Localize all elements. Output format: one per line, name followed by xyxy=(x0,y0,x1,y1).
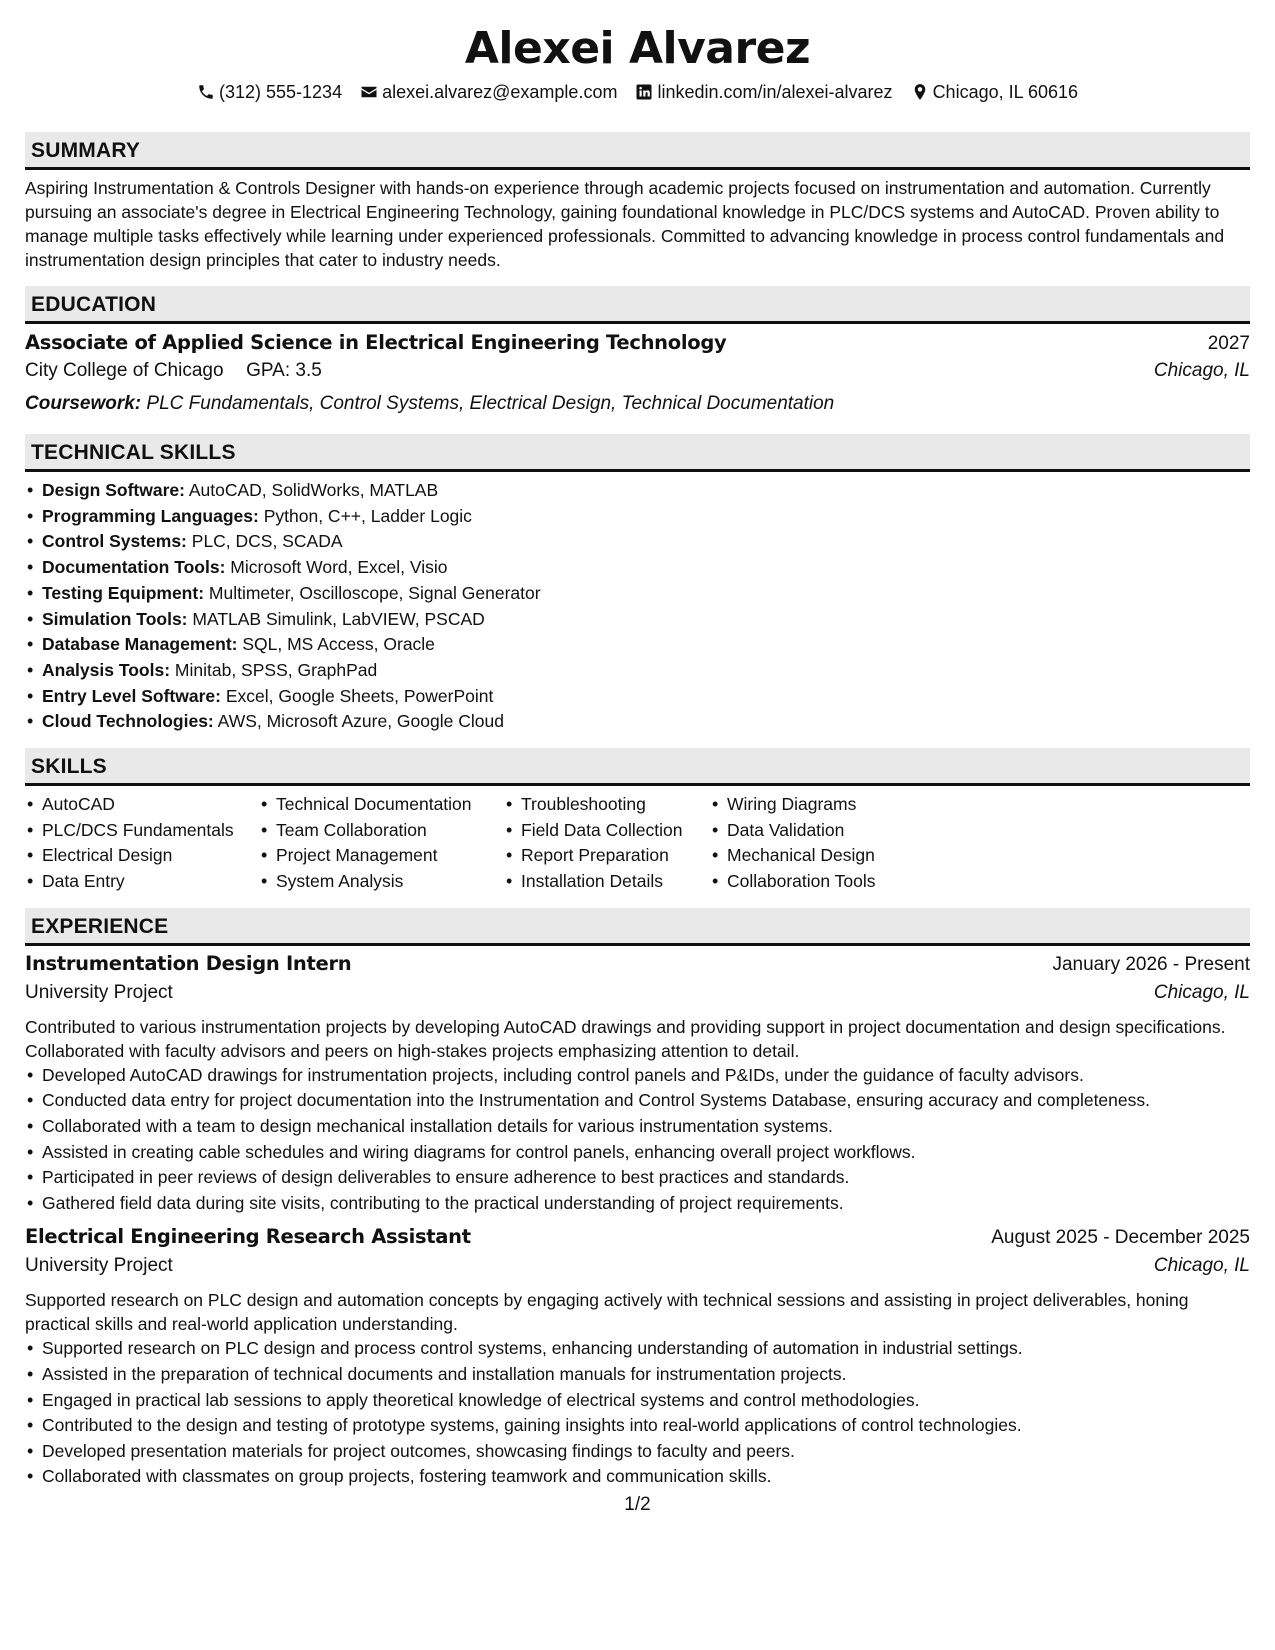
linkedin-text: linkedin.com/in/alexei-alvarez xyxy=(657,81,893,102)
section-heading-technical-skills: TECHNICAL SKILLS xyxy=(25,434,1250,472)
list-item xyxy=(25,478,1250,504)
list-item: • Supported research on PLC design and process control systems, enhancing understanding of automation in industrial settings. xyxy=(25,1336,1250,1362)
school-location: Chicago, IL xyxy=(1153,360,1250,381)
list-item: • Mechanical Design xyxy=(710,843,940,869)
contact-location xyxy=(911,82,1078,103)
school-name: City College of Chicago xyxy=(25,360,224,381)
job-title-row xyxy=(25,952,1250,982)
skills-column-4 xyxy=(710,792,940,895)
skill-label: Programming Languages: xyxy=(42,505,259,526)
list-item: • Contributed to the design and testing of prototype systems, gaining insights into real-world applications of control technologies. xyxy=(25,1413,1250,1439)
job-location: Chicago, IL xyxy=(1153,1255,1250,1277)
skill-value: AutoCAD, SolidWorks, MATLAB xyxy=(188,480,439,500)
list-item: • Report Preparation xyxy=(504,843,710,869)
coursework-list: PLC Fundamentals, Control Systems, Electrical Design, Technical Documentation xyxy=(146,393,835,414)
job-entry xyxy=(25,1225,1250,1490)
job-org-row xyxy=(25,982,1250,1010)
coursework-label: Coursework: xyxy=(25,393,142,414)
skill-value: Minitab, SPSS, GraphPad xyxy=(174,659,378,680)
list-item: • Project Management xyxy=(259,843,504,869)
job-dates: August 2025 - December 2025 xyxy=(991,1227,1250,1249)
candidate-name: Alexei Alvarez xyxy=(464,23,811,74)
list-item xyxy=(25,684,1250,710)
linkedin-icon xyxy=(635,83,653,101)
skill-label: Control Systems: xyxy=(42,531,187,552)
skill-label: Testing Equipment: xyxy=(42,582,205,603)
degree-title: Associate of Applied Science in Electrical Engineering Technology xyxy=(25,331,727,354)
list-item: • Wiring Diagrams xyxy=(710,792,940,818)
list-item: • System Analysis xyxy=(259,869,504,895)
education-school-row xyxy=(25,360,1250,389)
gpa: GPA: 3.5 xyxy=(246,360,322,381)
list-item: • Collaboration Tools xyxy=(710,869,940,895)
contact-linkedin[interactable] xyxy=(635,82,892,103)
skill-value: MATLAB Simulink, LabVIEW, PSCAD xyxy=(192,608,485,629)
list-item: • Collaborated with classmates on group projects, fostering teamwork and communication skills. xyxy=(25,1464,1250,1490)
job-bullets xyxy=(25,1063,1250,1217)
summary-text: Aspiring Instrumentation & Controls Designer with hands-on experience through academic projects focused on instrumentation and automation. Currently pursuing an associate's degree in Electrical Engineering Technology, gaining foundational knowledge in PLC/DCS systems and AutoCAD. Proven ability to manage multiple tasks effectively while learning under experienced professionals. Committed to advancing knowledge in process control fundamentals and instrumentation design principles that cater to industry needs. xyxy=(25,178,1225,270)
page-number: 1/2 xyxy=(624,1494,651,1515)
list-item: • Engaged in practical lab sessions to apply theoretical knowledge of electrical systems and control methodologies. xyxy=(25,1388,1250,1414)
list-item: • Field Data Collection xyxy=(504,818,710,844)
job-bullets xyxy=(25,1336,1250,1490)
list-item xyxy=(25,581,1250,607)
list-item: • Electrical Design xyxy=(25,843,259,869)
list-item: • Assisted in creating cable schedules and wiring diagrams for control panels, enhancing overall project workflows. xyxy=(25,1140,1250,1166)
list-item: • PLC/DCS Fundamentals xyxy=(25,818,259,844)
section-heading-education: EDUCATION xyxy=(25,286,1250,324)
job-dates: January 2026 - Present xyxy=(1052,953,1250,975)
phone-icon xyxy=(197,83,215,101)
list-item xyxy=(25,709,1250,735)
skill-value: AWS, Microsoft Azure, Google Cloud xyxy=(217,711,504,732)
summary-section xyxy=(25,132,1250,272)
job-title: Electrical Engineering Research Assistant xyxy=(25,1225,471,1249)
skill-label: Design Software: xyxy=(42,480,185,500)
skill-value: Multimeter, Oscilloscope, Signal Generator xyxy=(208,582,541,603)
contact-phone[interactable] xyxy=(197,82,342,103)
job-title-row xyxy=(25,1225,1250,1255)
technical-skills-list xyxy=(25,478,1250,735)
list-item: • Installation Details xyxy=(504,869,710,895)
list-item xyxy=(25,607,1250,633)
list-item: • Technical Documentation xyxy=(259,792,504,818)
skills-column-3 xyxy=(504,792,710,895)
skill-label: Cloud Technologies: xyxy=(42,711,214,732)
list-item: • Gathered field data during site visits, contributing to the practical understanding of project requirements. xyxy=(25,1191,1250,1217)
envelope-icon xyxy=(360,83,378,101)
list-item xyxy=(25,632,1250,658)
list-item: • Data Validation xyxy=(710,818,940,844)
skill-label: Entry Level Software: xyxy=(42,685,221,706)
experience-section xyxy=(25,908,1250,1490)
location-text: Chicago, IL 60616 xyxy=(932,81,1079,102)
skill-label: Simulation Tools: xyxy=(42,608,188,629)
list-item: • Team Collaboration xyxy=(259,818,504,844)
skill-label: Analysis Tools: xyxy=(42,659,171,680)
list-item: • Collaborated with a team to design mechanical installation details for various instrumentation systems. xyxy=(25,1114,1250,1140)
job-org: University Project xyxy=(25,981,173,1003)
section-heading-experience: EXPERIENCE xyxy=(25,908,1250,946)
job-org-row xyxy=(25,1255,1250,1283)
phone-text: (312) 555-1234 xyxy=(218,81,343,102)
job-org: University Project xyxy=(25,1255,173,1277)
list-item: • Troubleshooting xyxy=(504,792,710,818)
skill-label: Documentation Tools: xyxy=(42,557,226,578)
email-text: alexei.alvarez@example.com xyxy=(382,81,618,102)
skills-section xyxy=(25,748,1250,895)
job-description: Supported research on PLC design and automation concepts by engaging actively with technical sessions and assisting in project deliverables, honing practical skills and real-world application understanding. xyxy=(25,1290,1189,1335)
job-description: Contributed to various instrumentation projects by developing AutoCAD drawings and providing support in project documentation and design specifications. Collaborated with faculty advisors and peers on high-stakes projects emphasizing attention to detail. xyxy=(25,1016,1226,1061)
skill-value: Microsoft Word, Excel, Visio xyxy=(230,557,448,578)
list-item: • AutoCAD xyxy=(25,792,259,818)
skill-value: SQL, MS Access, Oracle xyxy=(242,634,435,655)
skills-column-1 xyxy=(25,792,259,895)
education-row xyxy=(25,331,1250,360)
skill-value: Python, C++, Ladder Logic xyxy=(263,505,472,526)
resume-page xyxy=(25,0,1250,1650)
section-heading-summary: SUMMARY xyxy=(25,132,1250,170)
list-item: • Developed AutoCAD drawings for instrumentation projects, including control panels and P&IDs, under the guidance of faculty advisors. xyxy=(25,1063,1250,1089)
list-item: • Assisted in the preparation of technical documents and installation manuals for instrumentation projects. xyxy=(25,1362,1250,1388)
list-item xyxy=(25,658,1250,684)
skill-value: Excel, Google Sheets, PowerPoint xyxy=(225,685,494,706)
job-entry xyxy=(25,952,1250,1217)
list-item: • Developed presentation materials for project outcomes, showcasing findings to faculty and peers. xyxy=(25,1439,1250,1465)
list-item xyxy=(25,529,1250,555)
section-heading-skills: SKILLS xyxy=(25,748,1250,786)
job-location: Chicago, IL xyxy=(1153,981,1250,1003)
map-pin-icon xyxy=(911,83,929,101)
contact-email[interactable] xyxy=(360,82,617,103)
graduation-year: 2027 xyxy=(1207,333,1250,354)
contact-bar xyxy=(25,78,1250,106)
coursework-line xyxy=(25,389,1250,418)
skills-column-2 xyxy=(259,792,504,895)
education-section xyxy=(25,286,1250,418)
list-item: • Data Entry xyxy=(25,869,259,895)
list-item: • Conducted data entry for project documentation into the Instrumentation and Control Systems Database, ensuring accuracy and completeness. xyxy=(25,1088,1250,1114)
skill-label: Database Management: xyxy=(42,634,238,655)
job-title: Instrumentation Design Intern xyxy=(25,951,352,975)
list-item xyxy=(25,504,1250,530)
list-item xyxy=(25,555,1250,581)
skill-value: PLC, DCS, SCADA xyxy=(191,531,343,552)
skills-grid xyxy=(25,792,1250,895)
list-item: • Participated in peer reviews of design deliverables to ensure adherence to best practices and standards. xyxy=(25,1165,1250,1191)
technical-skills-section xyxy=(25,434,1250,735)
